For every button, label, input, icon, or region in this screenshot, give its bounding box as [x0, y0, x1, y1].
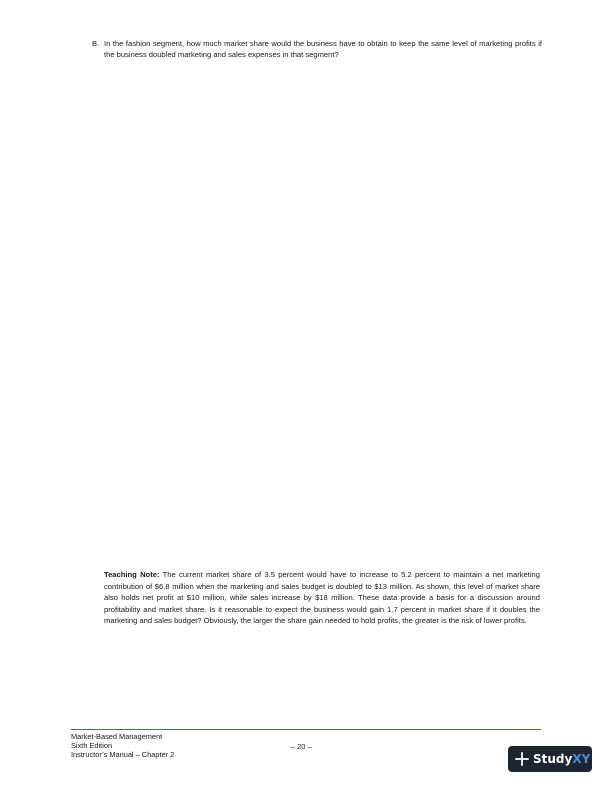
- footer-book-title: Market-Based Management: [71, 732, 163, 741]
- page-number: – 20 –: [291, 742, 312, 751]
- footer-edition: Sixth Edition: [71, 741, 113, 750]
- footer-info: [71, 732, 174, 759]
- logo-text-study: Study: [533, 752, 573, 766]
- question-label: B.: [92, 39, 100, 48]
- plus-icon: [515, 752, 529, 766]
- studyxy-logo: [508, 746, 592, 772]
- logo-text: [533, 752, 590, 766]
- teaching-note-text: The current market share of 3.5 percent would have to increase to 5.2 percent to maintain a net marketing contribution of $6.8 million when the marketing and sales budget is doubled to $13 million. As shown, this level of market share also holds net profit at $10 million, while sales increase by $18 million. These data provide a basis for a discussion around profitability and market share. Is it reasonable to expect the business would gain 1.7 percent in market share if it doubles the marketing and sales budget? Obviously, the larger the share gain needed to hold profits, the greater is the risk of lower profits.: [104, 570, 540, 625]
- footer-chapter: Instructor’s Manual – Chapter 2: [71, 750, 175, 759]
- teaching-note: [104, 569, 540, 627]
- footer-divider: [71, 729, 541, 730]
- question-b: [92, 38, 542, 60]
- teaching-note-label: Teaching Note:: [104, 570, 160, 579]
- logo-text-xy: XY: [572, 752, 591, 766]
- question-text: In the fashion segment, how much market share would the business have to obtain to keep the same level of marketing profits if the business doubled marketing and sales expenses in that segment?: [104, 39, 542, 59]
